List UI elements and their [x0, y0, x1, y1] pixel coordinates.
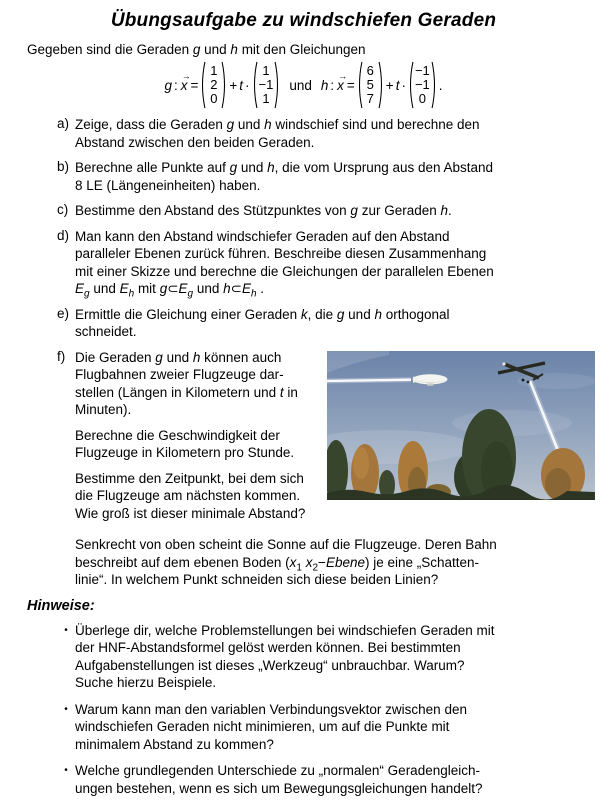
intro-text: Gegeben sind die Geraden g und h mit den Gleichungen — [27, 42, 366, 57]
h-direction-vector: −1 −1 0 — [414, 63, 430, 106]
task-f-paragraph-1: Die Geraden g und h können auch Flugbahnen zweier Flugzeuge dar- stellen (Längen in Kilometern und t in Minuten). — [75, 349, 298, 417]
und-word: und — [289, 77, 312, 93]
task-f-paragraph-3: Bestimme den Zeitpunkt, bei dem sich die Flugzeuge am nächsten kommen. Wie groß ist dieser minimale Abstand? — [75, 470, 306, 521]
task-f-text-column — [75, 349, 327, 531]
task-d — [27, 228, 580, 298]
hints-heading: Hinweise: — [27, 597, 95, 614]
task-c — [27, 202, 580, 220]
plus-sign: + — [385, 77, 394, 93]
task-c-text: Bestimme den Abstand des Stützpunktes von g zur Geraden h. — [75, 203, 452, 218]
h-support-vector: 6 5 7 — [366, 63, 374, 106]
t-parameter: t — [395, 77, 400, 93]
equals-sign: = — [190, 77, 199, 93]
hint-2-text: Warum kann man den variablen Verbindungsvektor zwischen den windschiefen Geraden nicht minimieren, um auf die Punkte mit minimalem Abstand zu kommen? — [75, 701, 467, 752]
hint-1-text: Überlege dir, welche Problemstellungen bei windschiefen Geraden mit der HNF-Abstandsformel gelöst werden können. Bei bestimmten Aufgabenstellungen ist dieses „Werkzeug“ unbrauchbar. Warum? Suche hierzu Beispiele. — [75, 622, 495, 690]
hints-list — [27, 622, 580, 798]
task-a — [27, 116, 580, 151]
left-paren-icon — [199, 61, 206, 109]
airplanes-photo — [327, 351, 595, 500]
task-e-label: e) — [57, 305, 70, 321]
task-list — [27, 116, 580, 589]
plus-sign: + — [229, 77, 238, 93]
task-f-label: f) — [57, 348, 66, 364]
colon: : — [173, 77, 178, 93]
bullet-icon: • — [64, 624, 68, 636]
task-c-label: c) — [57, 202, 69, 217]
task-b-label: b) — [57, 159, 70, 174]
task-d-text: Man kann den Abstand windschiefer Geraden auf den Abstand paralleler Ebenen zurück führen. Beschreibe diesen Zusammenhang mit einer Skizze und berechne die Gleichungen der parallelen Ebenen $E_g$ und $E_h$ mit $g\subset E_g$ und $h\subset E_h$ . — [75, 228, 494, 300]
t-parameter: t — [239, 77, 244, 93]
task-a-label: a) — [57, 116, 70, 131]
task-d-label: d) — [57, 227, 70, 243]
task-f — [27, 349, 580, 531]
cdot: · — [245, 77, 250, 93]
task-b — [27, 159, 580, 194]
line-equations — [27, 61, 580, 109]
right-paren-icon — [274, 61, 281, 109]
hint-3 — [27, 762, 580, 797]
cdot: · — [401, 77, 406, 93]
blimp-contrail — [327, 379, 411, 380]
colon: : — [330, 77, 335, 93]
left-paren-icon — [251, 61, 258, 109]
task-e — [27, 306, 580, 341]
x-vector-symbol: → x — [337, 70, 348, 93]
bullet-icon: • — [64, 765, 68, 776]
task-f-paragraph-4: Senkrecht von oben scheint die Sonne auf die Flugzeuge. Deren Bahn beschreibt auf dem ebenen Boden ($x_1$ $x_2-Ebene$) je eine „Schatten- linie“. In welchem Punkt schneiden sich diese beiden Linien? — [75, 537, 497, 587]
h-symbol: h — [320, 77, 329, 93]
right-paren-icon — [431, 61, 438, 109]
period: . — [438, 77, 443, 93]
task-f-paragraph-2: Berechne die Geschwindigkeit der Flugzeuge in Kilometern pro Stunde. — [75, 427, 295, 460]
right-paren-icon — [378, 61, 385, 109]
task-b-text: Berechne alle Punkte auf g und h, die vom Ursprung aus den Abstand 8 LE (Längeneinheiten) haben. — [75, 160, 494, 193]
right-paren-icon — [221, 61, 228, 109]
page-title: Übungsaufgabe zu windschiefen Geraden — [110, 10, 497, 31]
left-paren-icon — [356, 61, 363, 109]
hint-3-text: Welche grundlegenden Unterschiede zu „normalen“ Geradengleich- ungen bestehen, wenn es sich um Bewegungsgleichungen handelt? — [75, 763, 483, 796]
hint-2 — [27, 701, 580, 754]
hint-1 — [27, 622, 580, 692]
task-a-text: Zeige, dass die Geraden g und h windschief sind und berechne den Abstand zwischen den beiden Geraden. — [75, 117, 480, 150]
g-support-vector: 1 2 0 — [210, 63, 218, 106]
g-direction-vector: 1 −1 1 — [258, 63, 274, 106]
vector-arrow-icon: → — [181, 70, 191, 81]
bullet-icon: • — [64, 703, 68, 715]
left-paren-icon — [407, 61, 414, 109]
vector-arrow-icon: → — [338, 70, 348, 81]
equals-sign: = — [346, 77, 355, 93]
g-symbol: g — [164, 77, 172, 93]
task-e-text: Ermittle die Gleichung einer Geraden k, die g und h orthogonal schneidet. — [75, 306, 450, 339]
x-vector-symbol: → x — [180, 70, 191, 93]
